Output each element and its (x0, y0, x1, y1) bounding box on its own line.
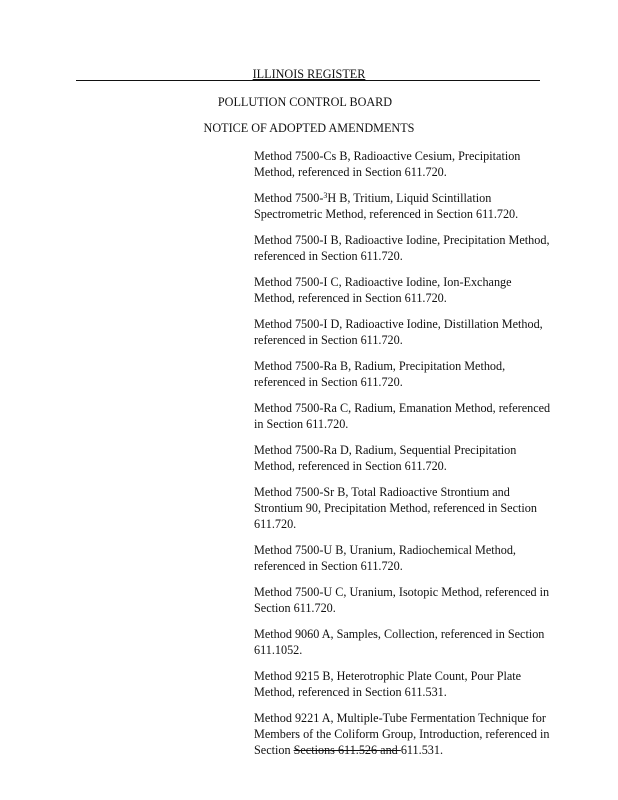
method-entry: Method 7500-Cs B, Radioactive Cesium, Precipitation Method, referenced in Section 611.720. (254, 149, 521, 179)
method-entry (254, 710, 554, 758)
method-entry: Method 9060 A, Samples, Collection, referenced in Section 611.1052. (254, 627, 545, 657)
entry-text-pre: Method 9221 A, Multiple-Tube Fermentation Technique for Members of the Coliform Group, Introduction, referenced in Section (254, 711, 550, 757)
board-title: POLLUTION CONTROL BOARD (217, 95, 393, 109)
superscript: 3 (323, 191, 328, 200)
method-entry: Method 7500-Ra C, Radium, Emanation Method, referenced in Section 611.720. (254, 401, 551, 431)
method-entry: Method 7500-I C, Radioactive Iodine, Ion-Exchange Method, referenced in Section 611.720. (254, 275, 512, 305)
entry-text-post: H B, Tritium, Liquid Scintillation Spectrometric Method, referenced in Section 611.720. (254, 191, 519, 221)
entry-text-pre: Method 7500- (254, 191, 324, 205)
method-entry: Method 7500-U B, Uranium, Radiochemical Method, referenced in Section 611.720. (254, 543, 516, 573)
deleted-text: Sections 611.526 and (293, 743, 401, 757)
method-entry: Method 7500-Sr B, Total Radioactive Strontium and Strontium 90, Precipitation Method, referenced in Section 611.720. (254, 485, 537, 531)
method-entry: Method 7500-U C, Uranium, Isotopic Method, referenced in Section 611.720. (254, 585, 550, 615)
notice-title: NOTICE OF ADOPTED AMENDMENTS (203, 121, 415, 135)
register-title: ILLINOIS REGISTER (252, 67, 366, 81)
method-entry: Method 9215 B, Heterotrophic Plate Count, Pour Plate Method, referenced in Section 611.531. (254, 669, 522, 699)
method-entry: Method 7500-I B, Radioactive Iodine, Precipitation Method, referenced in Section 611.720. (254, 233, 550, 263)
method-list (254, 148, 554, 768)
method-entry: Method 7500-I D, Radioactive Iodine, Distillation Method, referenced in Section 611.720. (254, 317, 543, 347)
method-entry: Method 7500-Ra B, Radium, Precipitation Method, referenced in Section 611.720. (254, 359, 506, 389)
method-entry (254, 190, 554, 222)
method-entry: Method 7500-Ra D, Radium, Sequential Precipitation Method, referenced in Section 611.720. (254, 443, 517, 473)
entry-text-post: 611.531. (400, 743, 444, 757)
